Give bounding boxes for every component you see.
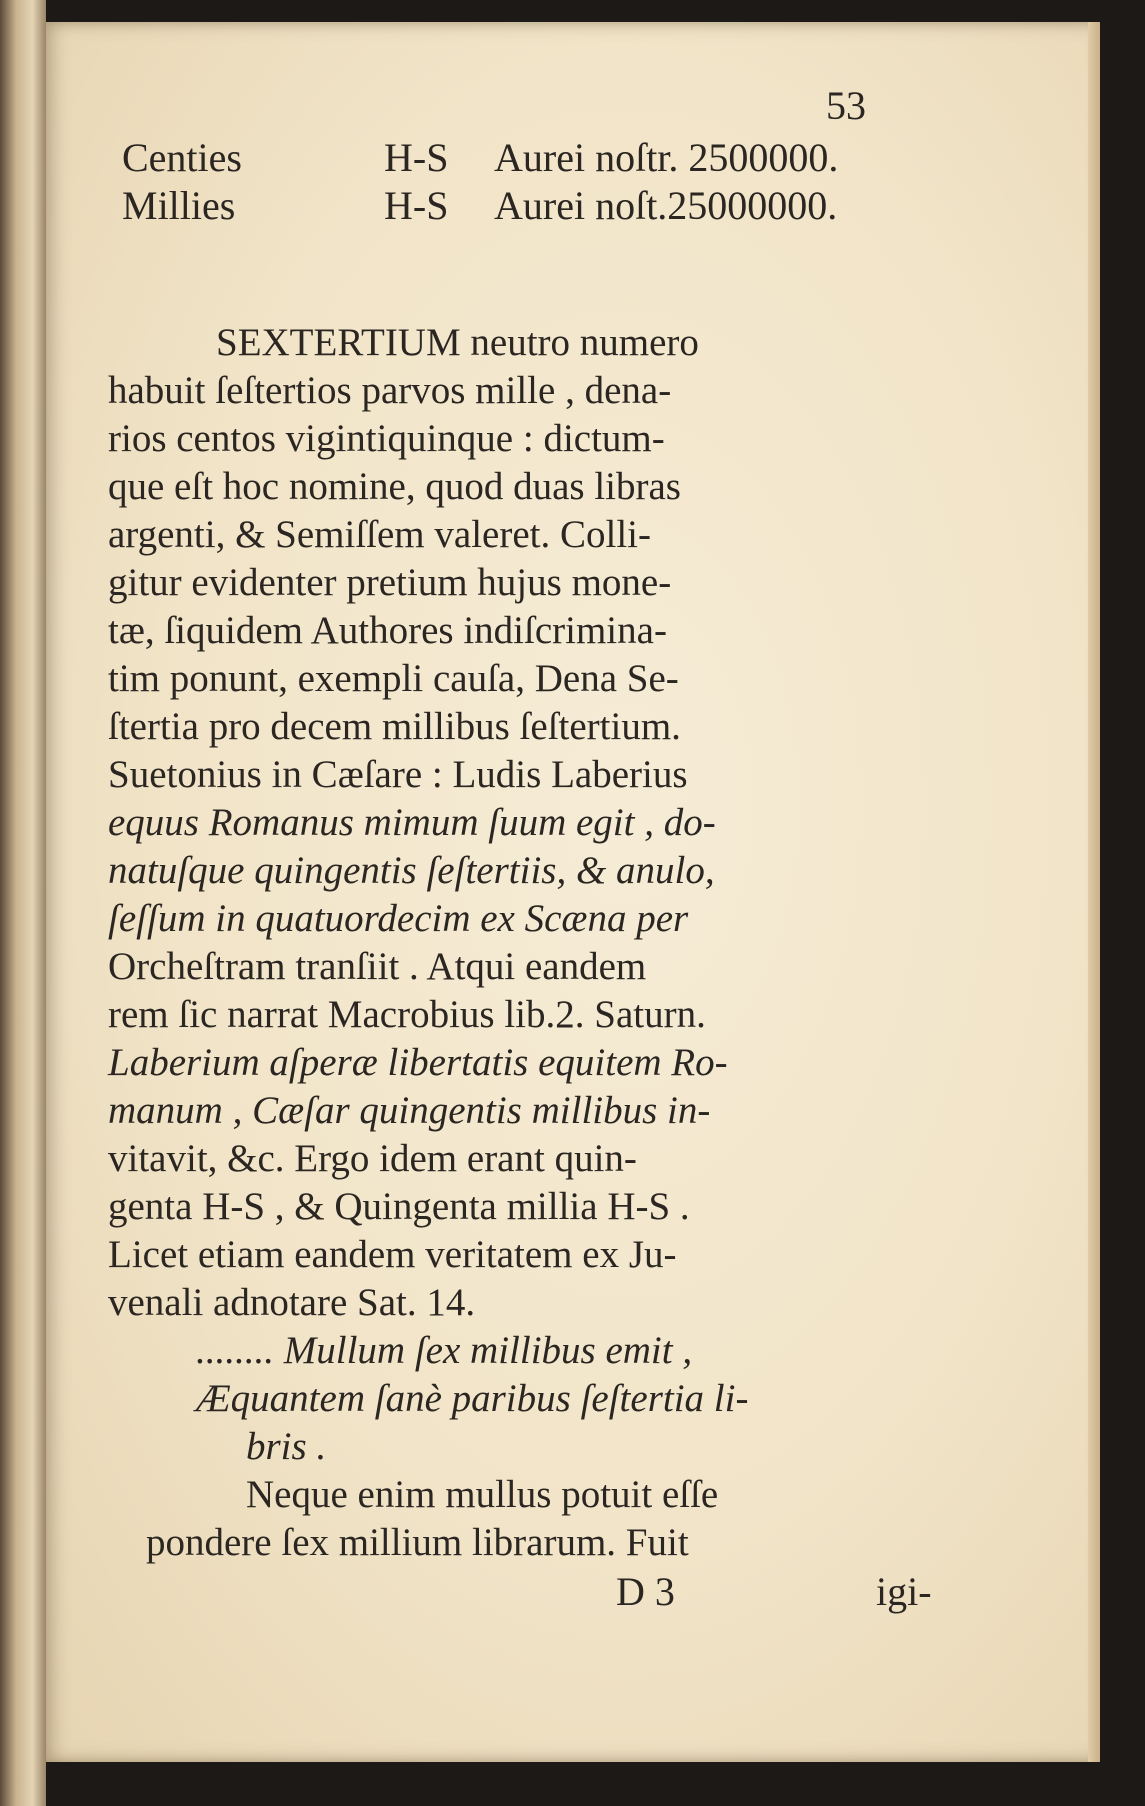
text-line: argenti, & Semiſſem valeret. Colli- — [108, 513, 651, 556]
text-line: natuſque quingentis ſeſtertiis, & anulo, — [108, 849, 715, 892]
verse-line: Æquantem ſanè paribus ſeſtertia li- — [196, 1377, 749, 1420]
text-line: genta H-S , & Quingenta millia H-S . — [108, 1185, 690, 1228]
text-line: Licet etiam eandem veritatem ex Ju- — [108, 1233, 677, 1276]
table-unit: H-S — [384, 183, 449, 228]
verse-line: bris . — [246, 1425, 327, 1468]
table-unit: H-S — [384, 135, 449, 180]
catchword: igi- — [876, 1569, 932, 1614]
table-label: Millies — [122, 183, 236, 228]
text-line: tæ, ſiquidem Authores indiſcrimina- — [108, 609, 667, 652]
table-value: Aurei noſtr. 2500000. — [494, 135, 839, 180]
text-line: Suetonius in Cæſare : Ludis Laberius — [108, 753, 688, 796]
text-line: venali adnotare Sat. 14. — [108, 1281, 476, 1324]
text-line: SEXTERTIUM neutro numero — [216, 321, 699, 364]
text-line: pondere ſex millium librarum. Fuit — [146, 1521, 689, 1564]
table-label: Centies — [122, 135, 242, 180]
page-number: 53 — [826, 83, 866, 128]
text-line: rem ſic narrat Macrobius lib.2. Saturn. — [108, 993, 706, 1036]
text-line: habuit ſeſtertios parvos mille , dena- — [108, 369, 672, 412]
verse-line: ........ Mullum ſex millibus emit , — [196, 1329, 693, 1372]
text-line: que eſt hoc nomine, quod duas libras — [108, 465, 681, 508]
text-line: ſtertia pro decem millibus ſeſtertium. — [108, 705, 681, 748]
signature-mark: D 3 — [616, 1569, 675, 1614]
text-line: tim ponunt, exempli cauſa, Dena Se- — [108, 657, 679, 700]
table-value: Aurei noſt.25000000. — [494, 183, 838, 228]
text-line: Laberium aſperæ libertatis equitem Ro- — [108, 1041, 728, 1084]
text-line: equus Romanus mimum ſuum egit , do- — [108, 801, 716, 844]
text-line: Orcheſtram tranſiit . Atqui eandem — [108, 945, 647, 988]
page-sheet — [46, 22, 1100, 1762]
text-line: Neque enim mullus potuit eſſe — [246, 1473, 719, 1516]
facing-page-edge — [0, 0, 46, 1806]
text-line: rios centos vigintiquinque : dictum- — [108, 417, 665, 460]
text-line: gitur evidenter pretium hujus mone- — [108, 561, 672, 604]
text-line: vitavit, &c. Ergo idem erant quin- — [108, 1137, 637, 1180]
text-line: ſeſſum in quatuordecim ex Scæna per — [108, 897, 689, 940]
text-line: manum , Cæſar quingentis millibus in- — [108, 1089, 711, 1132]
page-fore-edge — [1088, 22, 1100, 1762]
